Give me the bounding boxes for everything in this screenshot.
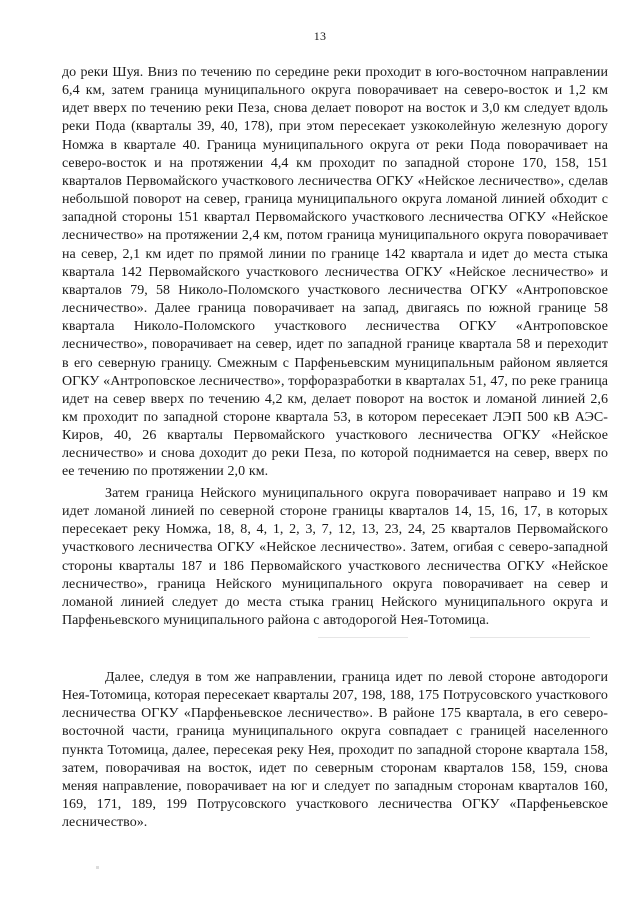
scan-artifact [470,637,590,638]
scan-artifact [96,866,99,869]
paragraph-2: Затем граница Нейского муниципального округа поворачивает направо и 19 км идет ломаной линией по северной стороне границы кварталов 14, 15, 16, 17, в которых пересекает реку Номжа, 18, 8, 4, 1, 2, 3, 7, 12, 13, 23, 24, 25 кварталов Первомайского участкового лесничества ОГКУ «Нейское лесничество». Затем, огибая с северо-западной стороны кварталы 187 и 186 Первомайского участкового лесничества ОГКУ «Нейское лесничество», граница Нейского муниципального округа поворачивает на север и ломаной линией следует до места стыка границ Нейского муниципального округа и Парфеньевского муниципального района с автодорогой Нея-Тотомица. [62,486,608,629]
page-number: 13 [313,29,327,43]
scan-artifact [318,637,408,638]
paragraph-3: Далее, следуя в том же направлении, граница идет по левой стороне автодороги Нея-Тотомица, которая пересекает кварталы 207, 198, 188, 175 Потрусовского участкового лесничества ОГКУ «Парфеньевское лесничество». В районе 175 квартала, в его северо-восточной части, граница муниципального округа совпадает с границей населенного пункта Тотомица, далее, пересекая реку Нея, проходит по западной стороне квартала 158, затем, поворачивая на восток, идет по северным сторонам кварталов 158, 159, снова меняя направление, поворачивает на юг и следует по западным сторонам кварталов 160, 169, 171, 189, 199 Потрусовского участкового лесничества ОГКУ «Парфеньевское лесничество». [62,670,608,831]
paragraph-1: до реки Шуя. Вниз по течению по середине реки проходит в юго-восточном направлении 6,4 км, затем граница муниципального округа поворачивает на северо-восток и 1,2 км идет вверх по течению реки Пеза, снова делает поворот на восток и 3,0 км следует вдоль реки Пода (кварталы 39, 40, 178), при этом пересекает узкоколейную железную дорогу Номжа в квартале 40. Граница муниципального округа от реки Пода поворачивает на северо-восток и на протяжении 4,4 км проходит по западной стороне 170, 158, 151 кварталов Первомайского участкового лесничества ОГКУ «Нейское лесничество», сделав небольшой поворот на север, граница муниципального округа ломаной линией обходит с западной стороны 151 квартал Первомайского участкового лесничества ОГКУ «Нейское лесничество» на протяжении 2,4 км, потом граница муниципального округа поворачивает на север, 2,1 км идет по прямой линии по границе 142 квартала и идет до места стыка квартала 142 Первомайского участкового лесничества ОГКУ «Нейское лесничество» и кварталов 79, 58 Николо-Поломского участкового лесничества ОГКУ «Антроповское лесничество». Далее граница поворачивает на запад, двигаясь по южной границе 58 квартала Николо-Поломского участкового лесничества ОГКУ «Антроповское лесничество», поворачивает на север, идет по западной границе квартала 58 и переходит в его северную границу. Смежным с Парфеньевским муниципальным районом является ОГКУ «Антроповское лесничество», торфоразработки в кварталах 51, 47, по реке граница идет на север вверх по течению 4,2 км, делает поворот на восток и ломаной линией 2,6 км проходит по западной стороне квартала 53, в котором пересекает ЛЭП 500 кВ АЭС-Киров, 40, 26 кварталы Первомайского участкового лесничества ОГКУ «Нейское лесничество» и снова доходит до реки Пеза, по которой поднимается на север, вверх по ее течению по протяжении 2,0 км. [62,65,608,480]
